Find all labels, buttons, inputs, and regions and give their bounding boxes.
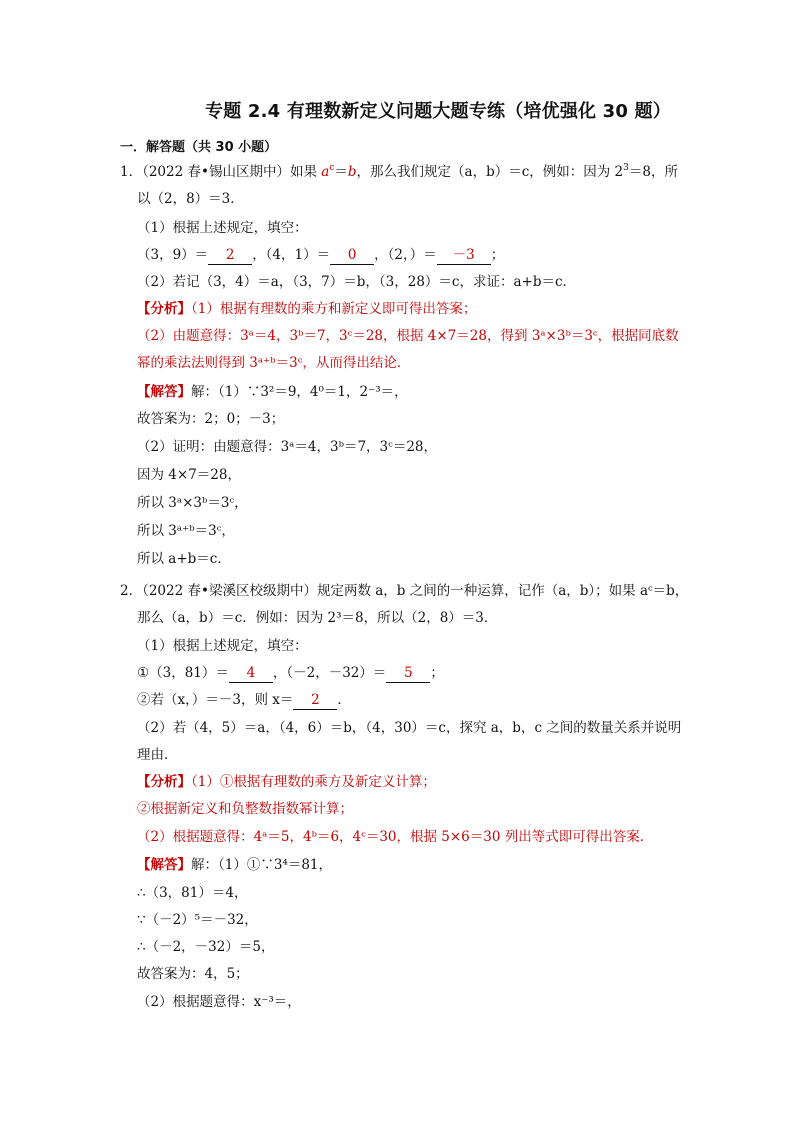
q1-solution-5: 所以 3ᵃ×3ᵇ＝3ᶜ， bbox=[137, 495, 248, 511]
q2-solution-2: ∴（3，81）＝4， bbox=[137, 885, 248, 901]
solution-tag: 【解答】 bbox=[137, 384, 191, 400]
q1-answer-blank-3: －3 bbox=[437, 246, 491, 265]
q2-line1: 2．（2022 春•梁溪区校级期中）规定两数 a，b 之间的一种运算，记作（a，b）；如果 aᶜ＝b， bbox=[120, 583, 689, 599]
analysis-tag: 【分析】 bbox=[137, 774, 191, 790]
q1-solution-4: 因为 4×7＝28， bbox=[137, 467, 241, 483]
q1-answer-blank-2: 0 bbox=[330, 246, 374, 265]
solution-tag: 【解答】 bbox=[137, 857, 191, 873]
q2-analysis-2: ②根据新定义和负整数指数幂计算； bbox=[137, 801, 353, 817]
q1-answer-blank-1: 2 bbox=[208, 246, 252, 265]
q2-part1: （1）根据上述规定，填空： bbox=[137, 638, 308, 654]
q1-fill-line: （3，9）＝ 2 ，（4，1）＝ 0 ，（2，）＝ －3 ； bbox=[137, 247, 505, 263]
analysis-tag: 【分析】 bbox=[137, 301, 191, 317]
page-title: 专题 2.4 有理数新定义问题大题专练（培优强化 30 题） bbox=[205, 101, 671, 122]
q2-fill-line-2: ②若（x，）＝－3，则 x＝ 2 ． bbox=[137, 692, 351, 708]
q1-analysis-3: 幂的乘法法则得到 3ᵃ⁺ᵇ＝3ᶜ，从而得出结论． bbox=[137, 355, 411, 371]
q2-analysis-3: （2）根据题意得：4ᵃ＝5，4ᵇ＝6，4ᶜ＝30，根据 5×6＝30 列出等式即可得出答案． bbox=[137, 829, 654, 845]
q1-part2: （2）若记（3，4）＝a，（3，7）＝b，（3，28）＝c，求证：a+b＝c． bbox=[137, 274, 577, 290]
q2-solution-6: （2）根据题意得：x⁻³＝， bbox=[137, 994, 301, 1010]
q1-solution-7: 所以 a+b＝c． bbox=[137, 551, 231, 567]
q1-analysis-1: 【分析】（1）根据有理数的乘方和新定义即可得出答案； bbox=[137, 301, 477, 317]
q1-solution-1: 【解答】解：（1）∵3²＝9，4⁰＝1，2⁻³＝， bbox=[137, 384, 408, 400]
q1-analysis-2: （2）由题意得：3ᵃ＝4，3ᵇ＝7，3ᶜ＝28，根据 4×7＝28，得到 3ᵃ×3ᵇ＝3ᶜ，根据同底数 bbox=[137, 328, 679, 344]
q1-solution-6: 所以 3ᵃ⁺ᵇ＝3ᶜ， bbox=[137, 523, 235, 539]
q2-solution-1: 【解答】解：（1）①∵3⁴＝81， bbox=[137, 857, 333, 873]
q1-line1: 1．（2022 春•锡山区期中）如果 $a^c=b$，那么我们规定（a，b）＝c，例如：因为 $2^3=8$，所 bbox=[120, 163, 678, 180]
q2-part2-a: （2）若（4，5）＝a，（4，6）＝b，（4，30）＝c，探究 a，b，c 之间的数量关系并说明 bbox=[137, 720, 682, 736]
q1-solution-2: 故答案为：2；0；－3； bbox=[137, 411, 285, 427]
q2-answer-blank-3: 2 bbox=[293, 691, 337, 710]
q2-answer-blank-2: 5 bbox=[386, 664, 430, 683]
q2-part2-b: 理由． bbox=[137, 747, 178, 763]
q2-fill-line-1: ①（3，81）＝ 4 ，（－2，－32）＝ 5 ； bbox=[137, 665, 444, 681]
q2-answer-blank-1: 4 bbox=[229, 664, 273, 683]
section-heading: 一．解答题（共 30 小题） bbox=[120, 140, 278, 155]
q1-line2: 以（2，8）＝3． bbox=[137, 191, 244, 207]
q2-solution-4: ∴（－2，－32）＝5， bbox=[137, 939, 275, 955]
q1-part1: （1）根据上述规定，填空： bbox=[137, 220, 308, 236]
q2-line2: 那么（a，b）＝c．例如：因为 2³＝8，所以（2，8）＝3． bbox=[137, 610, 498, 626]
q2-solution-3: ∵（－2）⁵＝－32， bbox=[137, 912, 258, 928]
q2-analysis-1: 【分析】（1）①根据有理数的乘方及新定义计算； bbox=[137, 774, 436, 790]
q1-solution-3: （2）证明：由题意得：3ᵃ＝4，3ᵇ＝7，3ᶜ＝28， bbox=[137, 439, 437, 455]
q2-solution-5: 故答案为：4，5； bbox=[137, 966, 249, 982]
